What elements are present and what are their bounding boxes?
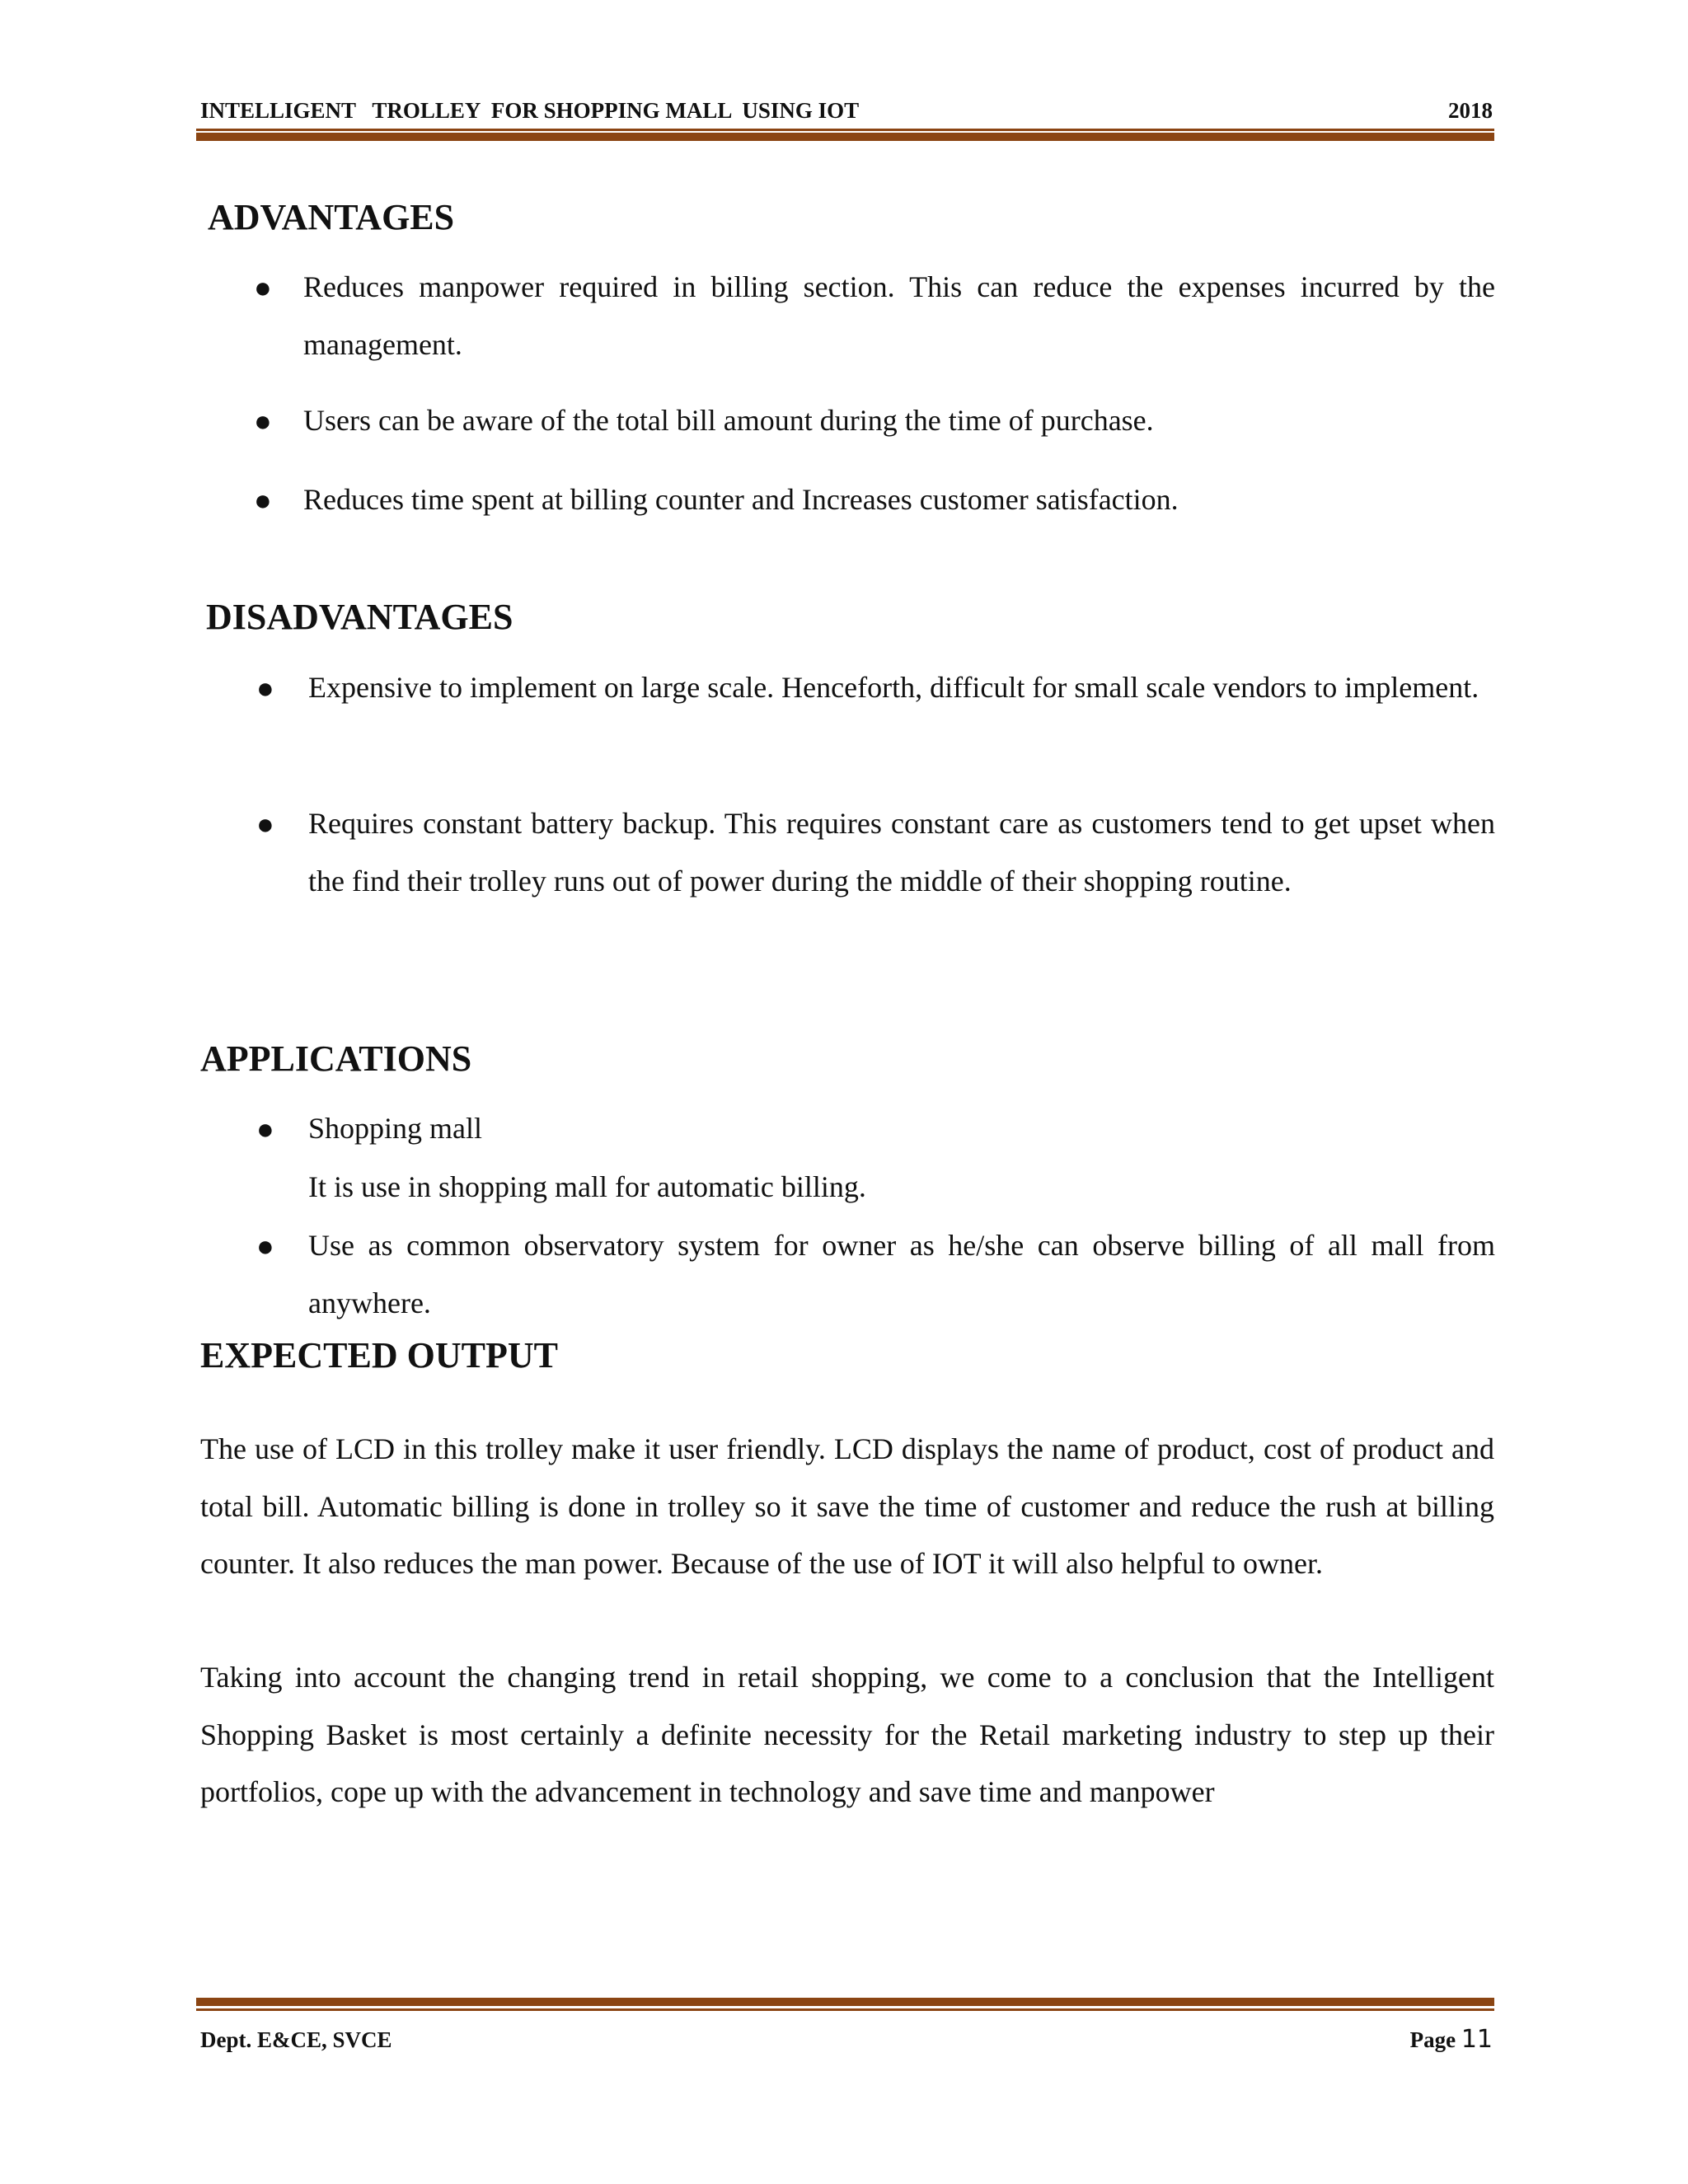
document-year: 2018 [1448,98,1493,123]
applications-heading: APPLICATIONS [200,1038,472,1079]
document-title: INTELLIGENT TROLLEY FOR SHOPPING MALL USING IOT [200,98,860,123]
bullet-dot-icon: ● [254,271,272,304]
disadvantage-item: Requires constant battery backup. This requires constant care as customers tend to get upset when the find their trolley runs out of power during the middle of their shopping routine. [308,807,1495,898]
page-indicator [1410,2025,1493,2054]
department-label: Dept. E&CE, SVCE [200,2027,392,2052]
page-number: 11 [1461,2025,1493,2054]
header-rule-thick [196,133,1494,141]
expected-output-paragraph: Taking into account the changing trend in retail shopping, we come to a conclusion that the Intelligent Shopping Basket is most certainly a definite necessity for the Retail marketing industry to step up their portfolios, cope up with the advancement in technology and save time and manpower [200,1661,1494,1808]
header-rule-thin [196,129,1494,131]
footer-rule-thin [196,2008,1494,2011]
expected-output-paragraph: The use of LCD in this trolley make it user friendly. LCD displays the name of product, cost of product and total bill. Automatic billing is done in trolley so it save the time of customer and reduce the rush at billing counter. It also reduces the man power. Because of the use of IOT it will also helpful to owner. [200,1432,1494,1580]
disadvantages-heading: DISADVANTAGES [206,597,513,637]
application-item-heading: Use as common observatory system for owner as he/she can observe billing of all mall from anywhere. [308,1229,1495,1319]
bullet-dot-icon: ● [256,1113,274,1146]
running-header [200,97,1493,124]
expected-output-heading: EXPECTED OUTPUT [200,1335,558,1376]
running-footer [200,2025,1493,2054]
advantage-item: Users can be aware of the total bill amount during the time of purchase. [303,404,1154,437]
advantage-item: Reduces manpower required in billing section. This can reduce the expenses incurred by the management. [303,270,1495,361]
footer-rule-thick [196,1998,1494,2006]
bullet-dot-icon: ● [254,405,272,438]
page-label: Page [1409,2027,1456,2052]
bullet-dot-icon: ● [256,808,274,841]
bullet-dot-icon: ● [254,484,272,517]
bullet-dot-icon: ● [256,672,274,705]
advantage-item: Reduces time spent at billing counter and Increases customer satisfaction. [303,483,1179,516]
disadvantage-item: Expensive to implement on large scale. Henceforth, difficult for small scale vendors to implement. [308,671,1479,704]
bullet-dot-icon: ● [256,1230,274,1263]
advantages-heading: ADVANTAGES [208,197,455,237]
application-item-heading: Shopping mall [308,1112,483,1145]
application-item-detail: It is use in shopping mall for automatic billing. [308,1170,866,1203]
